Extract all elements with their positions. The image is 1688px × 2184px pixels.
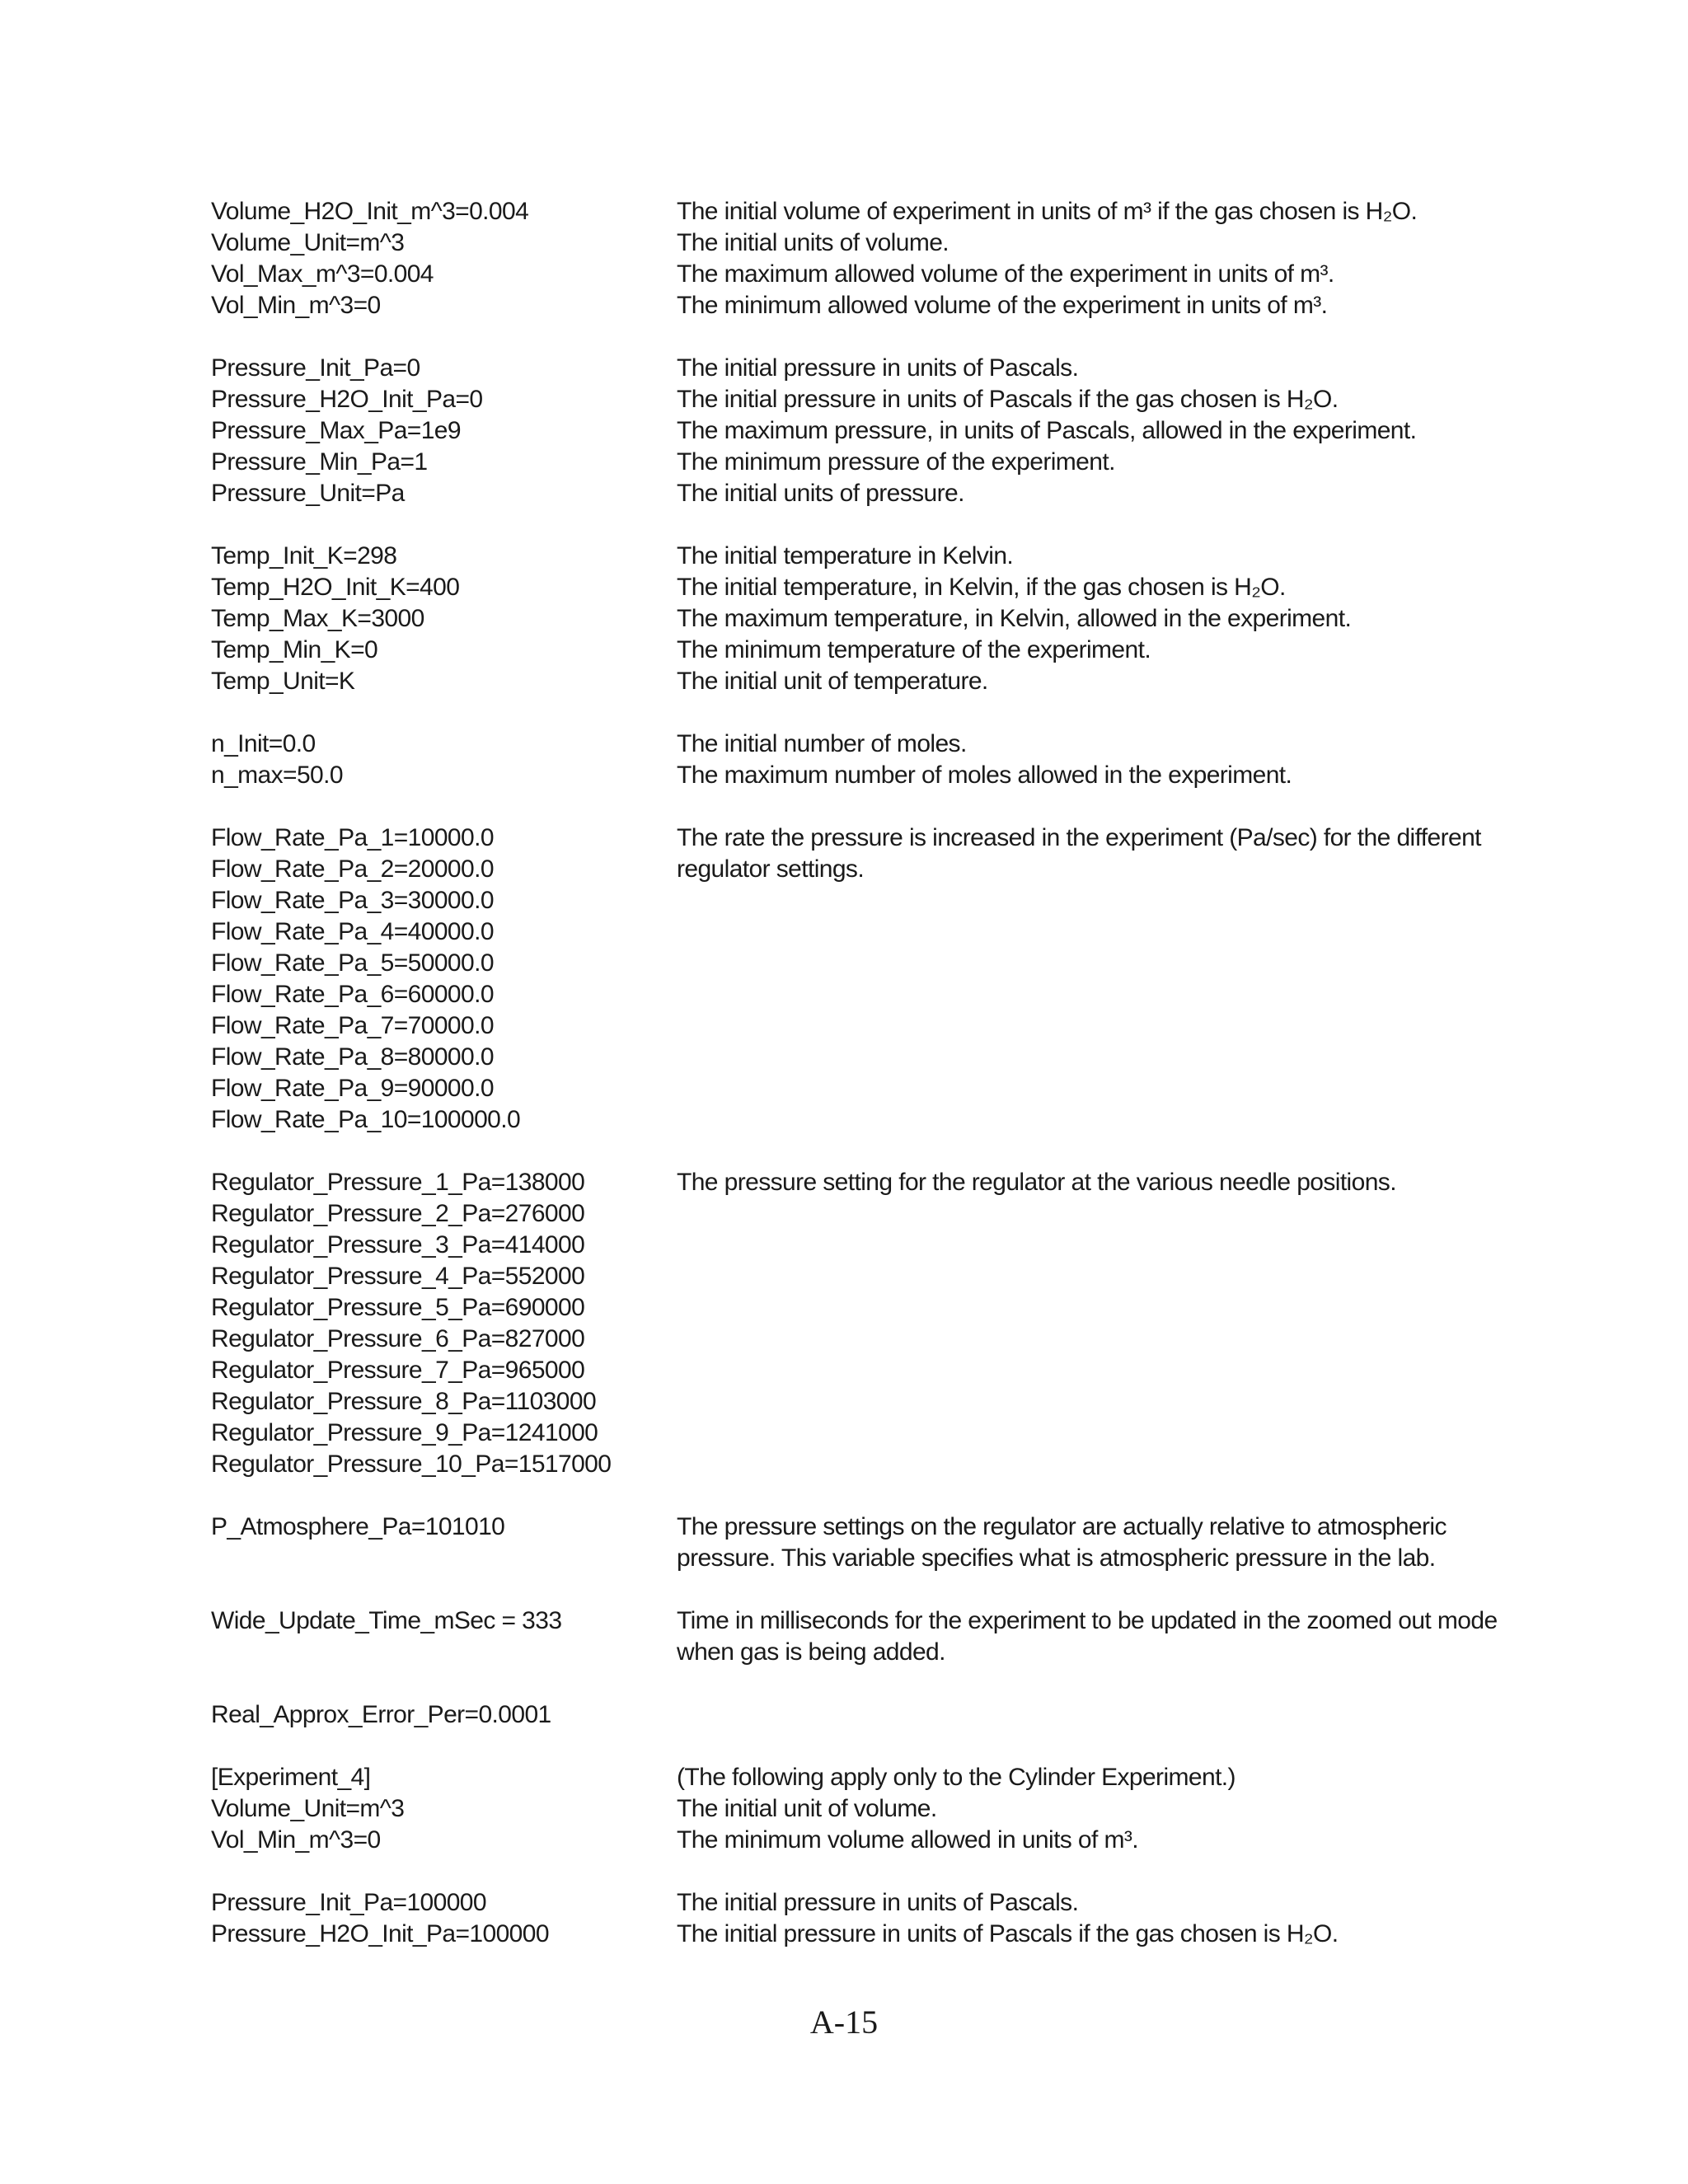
parameter-description [677, 916, 1497, 948]
parameter-description [677, 1355, 1497, 1386]
parameter-line [211, 1418, 1497, 1449]
parameter-description: The maximum temperature, in Kelvin, allowed in the experiment. [677, 605, 1352, 632]
parameter-description [677, 1230, 1497, 1261]
parameter-setting: Temp_Unit=K [211, 668, 355, 695]
parameter-line [211, 1793, 1497, 1825]
parameter-setting: Pressure_Min_Pa=1 [211, 448, 428, 476]
parameter-setting: Flow_Rate_Pa_5=50000.0 [211, 949, 494, 977]
parameter-group [211, 1887, 1497, 1950]
parameter-line [211, 854, 1497, 885]
parameter-group [211, 1605, 1497, 1668]
parameter-description [677, 885, 1497, 916]
parameter-line [211, 1637, 1497, 1668]
parameter-description: pressure. This variable specifies what is atmospheric pressure in the lab. [677, 1544, 1436, 1572]
parameter-line [211, 415, 1497, 447]
parameter-line [211, 979, 1497, 1010]
parameter-group [211, 823, 1497, 1136]
parameter-setting: Regulator_Pressure_6_Pa=827000 [211, 1325, 585, 1352]
parameter-setting: n_max=50.0 [211, 762, 343, 789]
parameter-description: The pressure settings on the regulator are actually relative to atmospheric [677, 1513, 1447, 1540]
parameter-description: The minimum allowed volume of the experiment in units of m³. [677, 292, 1328, 319]
parameter-description [677, 1386, 1497, 1418]
parameter-description: (The following apply only to the Cylinder Experiment.) [677, 1764, 1236, 1791]
parameter-line [211, 196, 1497, 227]
parameter-setting: Temp_Max_K=3000 [211, 605, 424, 632]
parameter-description: The initial unit of temperature. [677, 668, 988, 695]
parameter-description: The initial units of pressure. [677, 480, 964, 507]
parameter-setting: Flow_Rate_Pa_7=70000.0 [211, 1012, 494, 1039]
parameter-setting: Regulator_Pressure_7_Pa=965000 [211, 1357, 585, 1384]
parameter-line [211, 1386, 1497, 1418]
parameter-setting: [Experiment_4] [211, 1764, 371, 1791]
parameter-setting: Pressure_Init_Pa=0 [211, 354, 420, 382]
parameter-description [677, 1699, 1497, 1731]
parameter-description: The initial unit of volume. [677, 1795, 937, 1822]
parameter-line [211, 259, 1497, 290]
parameter-line [211, 447, 1497, 478]
parameter-description: when gas is being added. [677, 1638, 945, 1666]
parameter-line [211, 541, 1497, 572]
parameter-setting: Regulator_Pressure_3_Pa=414000 [211, 1231, 585, 1258]
parameter-description: The initial units of volume. [677, 229, 950, 256]
parameter-line [211, 1355, 1497, 1386]
parameter-setting [211, 1637, 677, 1668]
parameter-line [211, 478, 1497, 509]
parameter-setting: Flow_Rate_Pa_3=30000.0 [211, 887, 494, 914]
parameter-line [211, 1605, 1497, 1637]
parameter-description: The rate the pressure is increased in the experiment (Pa/sec) for the different [677, 824, 1481, 851]
parameter-line [211, 885, 1497, 916]
parameter-setting: Temp_Min_K=0 [211, 636, 378, 663]
parameter-group [211, 1511, 1497, 1574]
parameter-line [211, 948, 1497, 979]
parameter-line [211, 1699, 1497, 1731]
parameter-setting: Pressure_H2O_Init_Pa=100000 [211, 1920, 549, 1947]
parameter-line [211, 1449, 1497, 1480]
page-number: A-15 [809, 2004, 879, 2041]
parameter-setting: Real_Approx_Error_Per=0.0001 [211, 1701, 551, 1728]
parameter-setting: Flow_Rate_Pa_6=60000.0 [211, 981, 494, 1008]
parameter-setting: Regulator_Pressure_5_Pa=690000 [211, 1294, 585, 1321]
parameter-line [211, 823, 1497, 854]
parameter-line [211, 666, 1497, 697]
parameter-description [677, 1198, 1497, 1230]
parameter-setting: Vol_Min_m^3=0 [211, 292, 381, 319]
parameter-group [211, 1167, 1497, 1480]
parameter-group [211, 353, 1497, 509]
parameter-line [211, 1292, 1497, 1324]
parameter-setting: Regulator_Pressure_8_Pa=1103000 [211, 1388, 597, 1415]
parameter-setting: Regulator_Pressure_10_Pa=1517000 [211, 1451, 612, 1478]
parameter-setting: Regulator_Pressure_9_Pa=1241000 [211, 1419, 598, 1446]
parameter-line [211, 353, 1497, 384]
parameter-group [211, 1762, 1497, 1856]
parameter-description: The initial pressure in units of Pascals. [677, 354, 1079, 382]
parameter-description [677, 948, 1497, 979]
parameter-setting: Vol_Min_m^3=0 [211, 1826, 381, 1854]
parameter-line [211, 1104, 1497, 1136]
parameter-group [211, 1699, 1497, 1731]
parameter-setting: Pressure_Max_Pa=1e9 [211, 417, 461, 444]
parameter-line [211, 1825, 1497, 1856]
parameter-description: Time in milliseconds for the experiment to be updated in the zoomed out mode [677, 1607, 1498, 1634]
parameter-setting: Pressure_Unit=Pa [211, 480, 405, 507]
parameter-setting: Volume_Unit=m^3 [211, 229, 405, 256]
parameter-line [211, 227, 1497, 259]
parameter-description: regulator settings. [677, 855, 865, 883]
parameter-line [211, 1073, 1497, 1104]
parameter-setting: Regulator_Pressure_1_Pa=138000 [211, 1169, 585, 1196]
parameter-line [211, 1198, 1497, 1230]
parameter-setting: Regulator_Pressure_4_Pa=552000 [211, 1263, 585, 1290]
parameter-description: The minimum temperature of the experiment. [677, 636, 1151, 663]
parameter-description: The minimum volume allowed in units of m³. [677, 1826, 1139, 1854]
parameter-line [211, 1762, 1497, 1793]
parameter-description: The maximum allowed volume of the experiment in units of m³. [677, 260, 1334, 288]
parameter-line [211, 572, 1497, 603]
parameter-setting: Flow_Rate_Pa_1=10000.0 [211, 824, 494, 851]
parameter-setting: Flow_Rate_Pa_8=80000.0 [211, 1043, 494, 1071]
parameter-description: The initial pressure in units of Pascals. [677, 1889, 1079, 1916]
parameter-description: The initial pressure in units of Pascals if the gas chosen is H₂O. [677, 386, 1339, 413]
parameter-line [211, 1230, 1497, 1261]
parameter-line [211, 635, 1497, 666]
parameter-line [211, 603, 1497, 635]
parameter-line [211, 916, 1497, 948]
parameter-setting: Pressure_H2O_Init_Pa=0 [211, 386, 483, 413]
parameter-line [211, 290, 1497, 321]
parameter-description [677, 1073, 1497, 1104]
parameter-line [211, 1042, 1497, 1073]
parameter-description [677, 1418, 1497, 1449]
parameter-setting: Flow_Rate_Pa_4=40000.0 [211, 918, 494, 945]
parameter-group [211, 541, 1497, 697]
parameter-description [677, 1010, 1497, 1042]
parameter-description: The maximum number of moles allowed in the experiment. [677, 762, 1292, 789]
parameter-line [211, 729, 1497, 760]
parameter-setting: Temp_Init_K=298 [211, 542, 397, 569]
parameter-description [677, 1324, 1497, 1355]
parameter-description: The initial temperature in Kelvin. [677, 542, 1014, 569]
parameter-setting: Flow_Rate_Pa_2=20000.0 [211, 855, 494, 883]
parameter-setting: Volume_H2O_Init_m^3=0.004 [211, 198, 529, 225]
parameter-line [211, 1167, 1497, 1198]
parameter-description: The maximum pressure, in units of Pascals, allowed in the experiment. [677, 417, 1417, 444]
parameter-group [211, 196, 1497, 321]
parameter-line [211, 1324, 1497, 1355]
parameter-line [211, 1261, 1497, 1292]
parameter-description: The initial pressure in units of Pascals if the gas chosen is H₂O. [677, 1920, 1339, 1947]
parameter-line [211, 1010, 1497, 1042]
parameter-setting: Wide_Update_Time_mSec = 333 [211, 1607, 562, 1634]
parameter-description [677, 1261, 1497, 1292]
parameter-description [677, 1104, 1497, 1136]
parameter-description: The initial volume of experiment in units of m³ if the gas chosen is H₂O. [677, 198, 1418, 225]
parameter-setting: Volume_Unit=m^3 [211, 1795, 405, 1822]
parameter-description [677, 979, 1497, 1010]
parameter-description: The initial number of moles. [677, 730, 967, 757]
parameter-line [211, 1887, 1497, 1919]
parameter-description [677, 1042, 1497, 1073]
parameter-setting: Vol_Max_m^3=0.004 [211, 260, 434, 288]
parameter-setting [211, 1543, 677, 1574]
parameter-line [211, 1919, 1497, 1950]
parameter-description: The pressure setting for the regulator at the various needle positions. [677, 1169, 1396, 1196]
parameter-setting: P_Atmosphere_Pa=101010 [211, 1513, 505, 1540]
parameter-line [211, 1543, 1497, 1574]
parameter-line [211, 760, 1497, 791]
parameter-setting: Pressure_Init_Pa=100000 [211, 1889, 486, 1916]
parameter-description: The minimum pressure of the experiment. [677, 448, 1115, 476]
parameter-setting: Flow_Rate_Pa_10=100000.0 [211, 1106, 521, 1133]
parameter-line [211, 384, 1497, 415]
parameter-description [677, 1449, 1497, 1480]
parameter-setting: n_Init=0.0 [211, 730, 316, 757]
parameter-group [211, 729, 1497, 791]
parameter-setting: Temp_H2O_Init_K=400 [211, 574, 460, 601]
parameter-line [211, 1511, 1497, 1543]
parameter-description [677, 1292, 1497, 1324]
parameter-setting: Flow_Rate_Pa_9=90000.0 [211, 1075, 494, 1102]
parameter-listing [211, 196, 1497, 1981]
parameter-description: The initial temperature, in Kelvin, if the gas chosen is H₂O. [677, 574, 1286, 601]
parameter-setting: Regulator_Pressure_2_Pa=276000 [211, 1200, 585, 1227]
